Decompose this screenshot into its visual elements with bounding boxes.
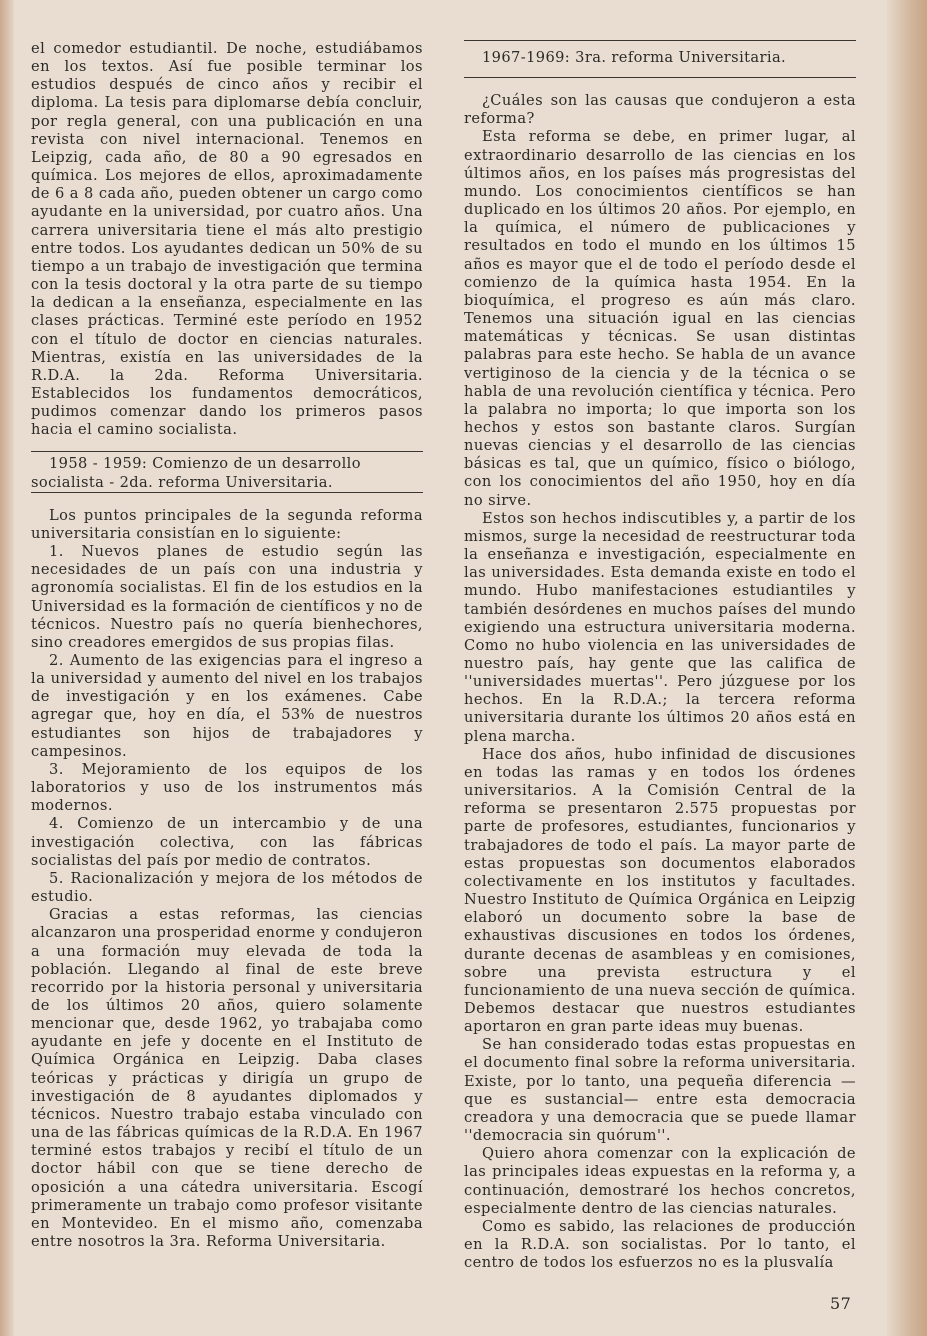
right-section-heading-block: [464, 40, 856, 78]
left-section-heading-block: [31, 451, 423, 492]
right-paragraph-1: ¿Cuáles son las causas que condujeron a esta reforma?: [464, 92, 856, 128]
right-paragraph-6: Quiero ahora comenzar con la explicación de las principales ideas expuestas en la reforma y, a continuación, demostraré los hechos concretos, especialmente dentro de las ciencias naturales.: [464, 1145, 856, 1217]
right-paragraph-3: Estos son hechos indiscutibles y, a partir de los mismos, surge la necesidad de reestructurar toda la enseñanza e investigación, especialmente en las universidades. Esta demanda existe en todo el mundo. Hubo manifestaciones estudiantiles y también desórdenes en muchos países del mundo exigiendo una estructura universitaria moderna. Como no hubo violencia en las universidades de nuestro país, hay gente que las califica de ''universidades muertas''. Pero júzguese por los hechos. En la R.D.A.; la tercera reforma universitaria durante los últimos 20 años está en plena marcha.: [464, 509, 856, 745]
right-column: [464, 40, 856, 1272]
heading-rule-bottom: [31, 492, 423, 493]
right-paragraph-5: Se han considerado todas estas propuestas en el documento final sobre la reforma universitaria. Existe, por lo tanto, una pequeña diferencia —que es sustancial— entre esta democracia creadora y una democracia que se puede llamar ''democracia sin quórum''.: [464, 1036, 856, 1145]
list-item-3: 3. Mejoramiento de los equipos de los laboratorios y uso de los instrumentos más modernos.: [31, 760, 423, 815]
left-paragraph-3: Gracias a estas reformas, las ciencias alcanzaron una prosperidad enorme y condujeron a una formación muy elevada de toda la población. Llegando al final de este breve recorrido por la historia personal y universitaria de los últimos 20 años, quiero solamente mencionar que, desde 1962, yo trabajaba como ayudante en jefe y docente en el Instituto de Química Orgánica en Leipzig. Daba clases teóricas y prácticas y dirigía un grupo de investigación de 8 ayudantes diplomados y técnicos. Nuestro trabajo estaba vinculado con una de las fábricas químicas de la R.D.A. En 1967 terminé estos trabajos y recibí el título de un doctor hábil con que se tiene derecho de oposición a una cátedra universitaria. Escogí primeramente un trabajo como profesor visitante en Montevideo. En el mismo año, comenzaba entre nosotros la 3ra. Reforma Universitaria.: [31, 906, 423, 1250]
left-paragraph-2: Los puntos principales de la segunda reforma universitaria consistían en lo siguiente:: [31, 506, 423, 542]
left-column: [31, 40, 423, 1251]
list-item-4: 4. Comienzo de un intercambio y de una investigación colectiva, con las fábricas socialistas del país por medio de contratos.: [31, 815, 423, 869]
right-section-heading: 1967-1969: 3ra. reforma Universitaria.: [482, 49, 787, 66]
left-section-heading: 1958 - 1959: Comienzo de un desarrollo socialista - 2da. reforma Universitaria.: [31, 455, 361, 491]
page-edge-left: [0, 0, 14, 1336]
right-paragraph-7: Como es sabido, las relaciones de producción en la R.D.A. son socialistas. Por lo tanto, el centro de todos los esfuerzos no es la plusvalía: [464, 1217, 856, 1272]
left-paragraph-1: el comedor estudiantil. De noche, estudiábamos en los textos. Así fue posible terminar los estudios después de cinco años y recibir el diploma. La tesis para diplomarse debía concluir, por regla general, con una publicación en una revista con nivel internacional. Tenemos en Leipzig, cada año, de 80 a 90 egresados en química. Los mejores de ellos, aproximadamente de 6 a 8 cada año, pueden obtener un cargo como ayudante en la universidad, por cuatro años. Una carrera universitaria tiene el más alto prestigio entre todos. Los ayudantes dedican un 50% de su tiempo a un trabajo de investigación que termina con la tesis doctoral y la otra parte de su tiempo la dedican a la enseñanza, especialmente en las clases prácticas. Terminé este período en 1952 con el título de doctor en ciencias naturales. Mientras, existía en las universidades de la R.D.A. la 2da. Reforma Universitaria. Establecidos los fundamentos democráticos, pudimos comenzar dando los primeros pasos hacia el camino socialista.: [31, 40, 423, 439]
page-edge-right: [887, 0, 927, 1336]
page-number: 57: [830, 1294, 852, 1313]
list-item-2: 2. Aumento de las exigencias para el ingreso a la universidad y aumento del nivel en los trabajos de investigación y en los exámenes. Cabe agregar que, hoy en día, el 53% de nuestros estudiantes son hijos de trabajadores y campesinos.: [31, 652, 423, 760]
list-item-1: 1. Nuevos planes de estudio según las necesidades de un país con una industria y agronomía socialistas. El fin de los estudios en la Universidad es la formación de científicos y no de técnicos. Nuestro país no quería bienhechores, sino creadores emergidos de sus propias filas.: [31, 543, 423, 651]
heading-rule-bottom: [464, 77, 856, 78]
heading-rule-top: [31, 451, 423, 452]
right-paragraph-4: Hace dos años, hubo infinidad de discusiones en todas las ramas y en todos los órdenes universitarios. A la Comisión Central de la reforma se presentaron 2.575 propuestas por parte de profesores, estudiantes, funcionarios y trabajadores de todo el país. La mayor parte de estas propuestas son documentos elaborados colectivamente en los institutos y facultades. Nuestro Instituto de Química Orgánica en Leipzig elaboró un documento sobre la base de exhaustivas discusiones en todos los órdenes, durante decenas de asambleas y en comisiones, sobre una prevista estructura y el funcionamiento de una nueva sección de química. Debemos destacar que nuestros estudiantes aportaron en gran parte ideas muy buenas.: [464, 745, 856, 1036]
heading-rule-top: [464, 40, 856, 41]
list-item-5: 5. Racionalización y mejora de los métodos de estudio.: [31, 869, 423, 906]
right-paragraph-2: Esta reforma se debe, en primer lugar, al extraordinario desarrollo de las ciencias en los últimos años, en los países más progresistas del mundo. Los conocimientos científicos se han duplicado en los últimos 20 años. Por ejemplo, en la química, el número de publicaciones y resultados en todo el mundo en los últimos 15 años es mayor que el de todo el período desde el comienzo de la química hasta 1954. En la bioquímica, el progreso es aún más claro. Tenemos una situación igual en las ciencias matemáticas y técnicas. Se usan distintas palabras para este hecho. Se habla de un avance vertiginoso de la ciencia y de la técnica o se habla de una revolución científica y técnica. Pero la palabra no importa; lo que importa son los hechos y estos son bastante claros. Surgían nuevas ciencias y el desarrollo de las ciencias básicas es tal, que un químico, físico o biólogo, con los conocimientos del año 1950, hoy en día no sirve.: [464, 128, 856, 509]
